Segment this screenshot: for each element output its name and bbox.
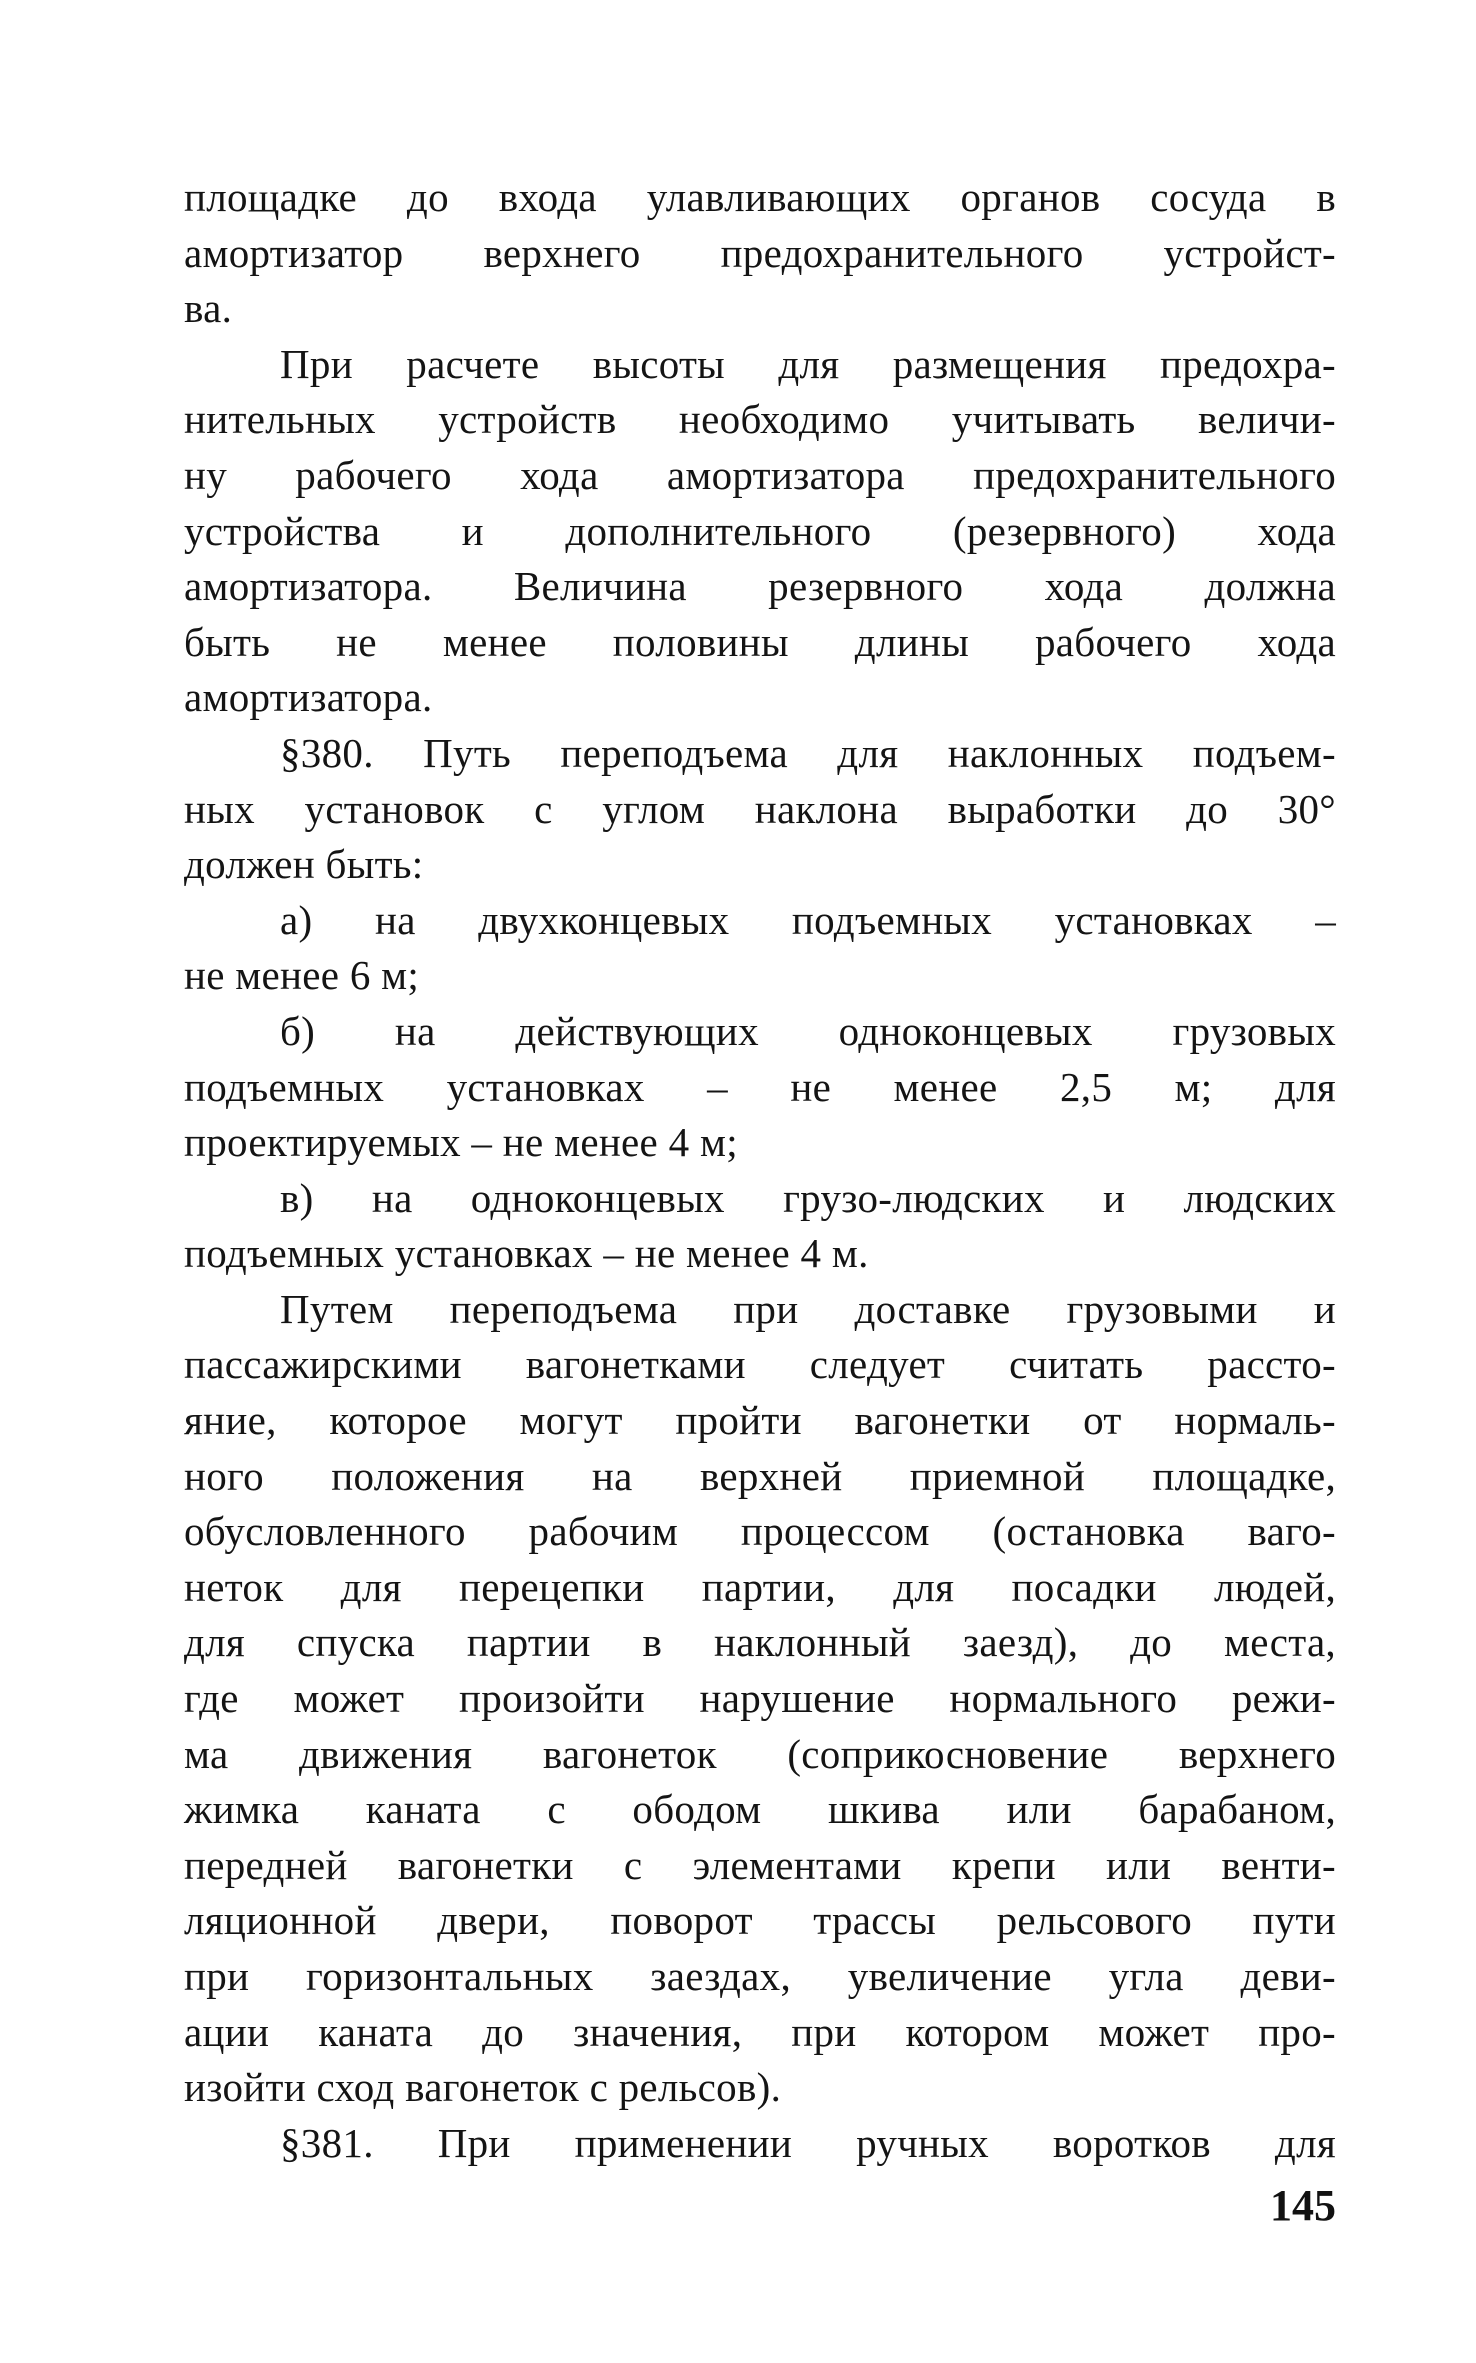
text-line: передней вагонетки с элементами крепи или венти- (184, 1841, 1336, 1888)
text-line: ну рабочего хода амортизатора предохранительного (184, 451, 1336, 498)
text-line: площадке до входа улавливающих органов сосуда в (184, 174, 1336, 220)
text-line: подъемных установках – не менее 4 м. (184, 1230, 869, 1277)
text-line: пассажирскими вагонетками следует считать рассто- (184, 1341, 1336, 1388)
text-line: яние, которое могут пройти вагонетки от нормаль- (184, 1397, 1336, 1444)
text-line: амортизатор верхнего предохранительного устройст- (184, 229, 1336, 276)
text-line: неток для перецепки партии, для посадки людей, (184, 1563, 1336, 1610)
text-line: а) на двухконцевых подъемных установках – (280, 896, 1336, 943)
text-block (184, 170, 1336, 2171)
page-number: 145 (1270, 2181, 1336, 2230)
text-line: При расчете высоты для размещения предохра- (280, 340, 1336, 387)
text-line: ляционной двери, поворот трассы рельсового пути (184, 1897, 1336, 1944)
page-body (184, 170, 1336, 2171)
text-line: в) на одноконцевых грузо-людских и людских (280, 1174, 1336, 1221)
text-line: нительных устройств необходимо учитывать величи- (184, 396, 1336, 443)
text-line: ва. (184, 285, 233, 332)
text-line: подъемных установках – не менее 2,5 м; для (184, 1063, 1336, 1110)
text-line: проектируемых – не менее 4 м; (184, 1119, 738, 1166)
text-line: §381. При применении ручных воротков для (280, 2119, 1336, 2166)
text-line: изойти сход вагонеток с рельсов). (184, 2064, 782, 2111)
text-line: для спуска партии в наклонный заезд), до места, (184, 1619, 1336, 1666)
text-line: устройства и дополнительного (резервного) хода (184, 507, 1336, 554)
text-line: ного положения на верхней приемной площадке, (184, 1452, 1336, 1499)
text-line: б) на действующих одноконцевых грузовых (280, 1007, 1336, 1054)
text-line: ных установок с углом наклона выработки до 30° (184, 785, 1336, 832)
text-line: где может произойти нарушение нормального режи- (184, 1675, 1336, 1722)
text-line: Путем переподъема при доставке грузовыми и (280, 1285, 1336, 1332)
text-line: должен быть: (184, 841, 424, 888)
text-line: амортизатора. (184, 674, 433, 721)
text-line: при горизонтальных заездах, увеличение угла деви- (184, 1953, 1336, 1999)
text-line: не менее 6 м; (184, 952, 420, 999)
text-line: амортизатора. Величина резервного хода должна (184, 563, 1336, 610)
text-line: ации каната до значения, при котором может про- (184, 2008, 1336, 2055)
text-line: ма движения вагонеток (соприкосновение верхнего (184, 1730, 1336, 1777)
text-line: §380. Путь переподъема для наклонных подъем- (280, 729, 1336, 776)
text-line: быть не менее половины длины рабочего хода (184, 618, 1336, 665)
text-line: жимка каната с ободом шкива или барабаном, (184, 1786, 1336, 1833)
text-line: обусловленного рабочим процессом (остановка ваго- (184, 1508, 1336, 1555)
